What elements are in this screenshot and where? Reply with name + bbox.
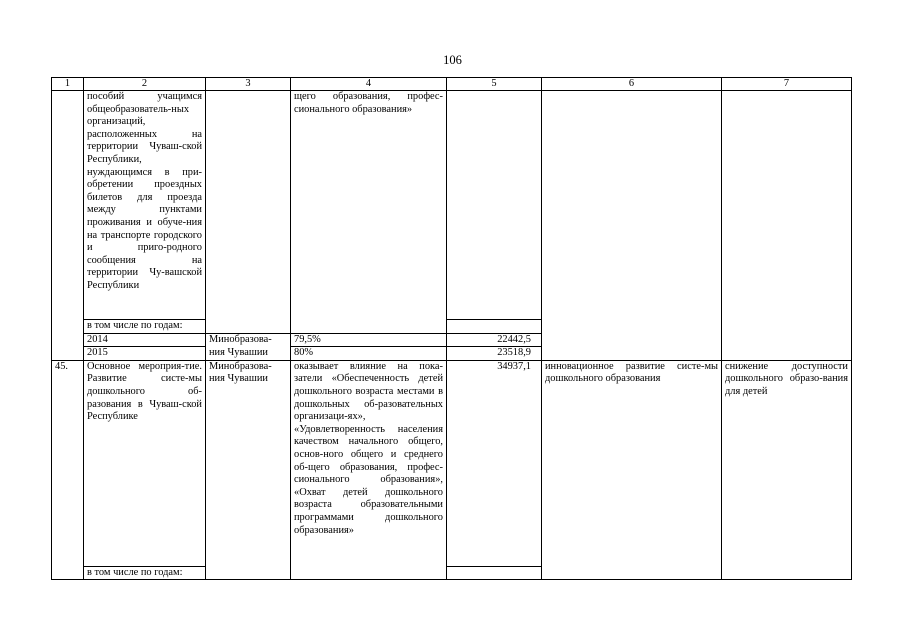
cell-amount: 22442,5 — [447, 333, 542, 347]
cell-result — [542, 91, 722, 361]
cell-amount — [447, 320, 542, 334]
cell-year: 2014 — [84, 333, 206, 347]
table-row — [52, 360, 852, 566]
cell-indicators: щего образования, профес-сионального образования» — [291, 91, 447, 320]
cell-responsible — [206, 320, 291, 334]
column-header: 1 — [52, 78, 84, 91]
cell-responsible: Минобразова-ния Чувашии — [206, 360, 291, 580]
cell-consequence — [722, 91, 852, 361]
table-row — [52, 91, 852, 320]
column-header: 4 — [291, 78, 447, 91]
cell-activity: в том числе по годам: — [84, 566, 206, 580]
cell-indicators: оказывает влияние на пока-затели «Обеспеченность детей дошкольного возраста местами в дошкольных об-разовательных организаци-ях», «Удовлетворенность населения качеством начального общего, основ-ного общего и среднего об-щего образования, профес-сионального образования», «Охват детей дошкольного возраста образовательными программами дошкольного образования» — [291, 360, 447, 580]
cell-activity: в том числе по годам: — [84, 320, 206, 334]
column-header: 7 — [722, 78, 852, 91]
cell-number: 45. — [52, 360, 84, 580]
cell-activity: пособий учащимся общеобразователь-ных организаций, расположенных на территории Чуваш-ской Республики, нуждающимся в при-обретении проездных билетов для проезда между пунктами проживания и обуче-ния на транспорте городского и приго-родного сообщения на территории Чу-вашской Республики — [84, 91, 206, 320]
column-header: 6 — [542, 78, 722, 91]
cell-indicators — [291, 320, 447, 334]
column-header: 5 — [447, 78, 542, 91]
cell-amount: 23518,9 — [447, 347, 542, 361]
column-header: 3 — [206, 78, 291, 91]
cell-number — [52, 91, 84, 361]
program-table — [51, 77, 852, 580]
cell-indicator-value: 79,5% — [291, 333, 447, 347]
cell-amount — [447, 566, 542, 580]
cell-responsible: Минобразова- — [206, 333, 291, 347]
cell-consequence: снижение доступности дошкольного образо-вания для детей — [722, 360, 852, 580]
page-number: 106 — [443, 53, 462, 67]
cell-year: 2015 — [84, 347, 206, 361]
cell-responsible: ния Чувашии — [206, 347, 291, 361]
cell-amount: 34937,1 — [447, 360, 542, 566]
cell-amount — [447, 91, 542, 320]
cell-activity: Основное мероприя-тие. Развитие систе-мы дошкольного об-разования в Чуваш-ской Республике — [84, 360, 206, 566]
cell-indicator-value: 80% — [291, 347, 447, 361]
header-row — [52, 78, 852, 91]
cell-responsible — [206, 91, 291, 320]
cell-result: инновационное развитие систе-мы дошкольного образования — [542, 360, 722, 580]
column-header: 2 — [84, 78, 206, 91]
